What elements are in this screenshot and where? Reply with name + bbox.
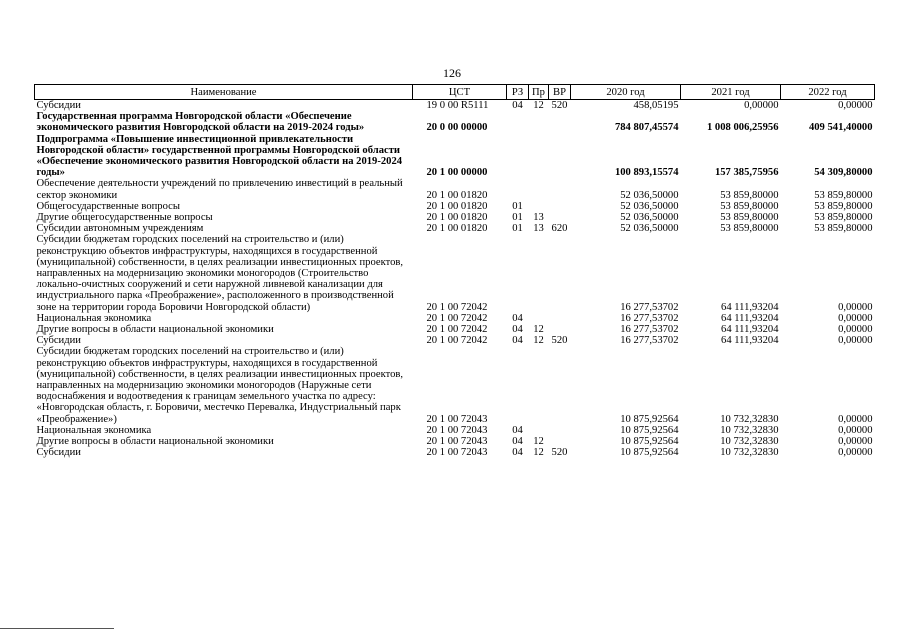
cell-cst: 20 1 00 72043 [426,436,488,448]
cell-vr [549,324,571,335]
cell-pr: 12 [533,447,544,459]
cell-y2020: 52 036,50000 [620,189,679,201]
cell-name: Другие общегосударственные вопросы [36,212,213,224]
table-row [35,346,875,424]
cell-cst: 20 1 00 01820 [426,212,488,224]
table-row [35,436,875,447]
cell-y2021: 10 732,32830 [720,424,779,436]
cell-y2022: 53 859,80000 [814,212,873,224]
cell-y2021: 1 008 006,25956 [706,122,779,134]
cell-y2020: 52 036,50000 [620,200,679,212]
cell-rz: 04 [512,335,523,347]
cell-y2021: 53 859,80000 [720,200,779,212]
cell-name: Национальная экономика [36,312,152,324]
column-header-pr: Пр [529,85,549,100]
cell-y2022: 54 309,80000 [814,167,873,179]
cell-y2022: 409 541,40000 [808,122,873,134]
table-row [35,178,875,200]
table-row [35,425,875,436]
cell-y2022: 0,00000 [838,324,873,336]
cell-pr: 12 [533,100,544,111]
table-row [35,313,875,324]
cell-y2021: 157 385,75956 [714,167,779,179]
table-header-row [35,85,875,100]
cell-y2021: 53 859,80000 [720,189,779,201]
footer-rule [0,628,114,629]
cell-y2020: 16 277,53702 [620,335,679,347]
cell-y2021: 53 859,80000 [720,223,779,235]
cell-y2022: 53 859,80000 [814,200,873,212]
cell-rz [507,346,529,424]
cell-pr [529,425,549,436]
cell-y2021: 10 732,32830 [720,447,779,459]
cell-name: Общегосударственные вопросы [36,200,180,212]
cell-y2021: 64 111,93204 [721,335,779,347]
cell-rz: 04 [512,424,523,436]
cell-pr [529,346,549,424]
cell-vr [549,212,571,223]
cell-y2020: 100 893,15574 [614,167,679,179]
cell-rz [507,178,529,200]
column-header-2020: 2020 год [571,85,681,100]
cell-vr [549,436,571,447]
cell-name: Государственная программа Новгородской области «Обеспечение экономического развития Новгородской области на 2019-2024 годы» [36,111,365,134]
cell-vr: 520 [551,100,568,111]
cell-vr: 520 [551,335,568,347]
cell-vr [549,234,571,312]
cell-pr [529,178,549,200]
cell-y2020: 16 277,53702 [620,324,679,336]
cell-cst: 19 0 00 R5111 [426,100,489,111]
cell-cst: 20 1 00 01820 [426,200,488,212]
cell-y2020: 458,05195 [633,100,679,111]
cell-name: Субсидии бюджетам городских поселений на строительство и (или) реконструкцию объектов инфраструктуры, находящихся в государственной (муниципальной) собственности, в целях реализации инвестиционных проектов, направленных на модернизацию экономики моногородов (Строительство локально-очистных сооружений и сети наружной ливневой канализации для индустриального парка «Преображение», расположенного в производственной зоне на территории города Боровичи Новгородской области) [36,234,404,313]
table-row [35,201,875,212]
cell-name: Субсидии [36,447,81,459]
cell-pr [529,313,549,324]
cell-pr [529,234,549,312]
table-row [35,335,875,346]
cell-y2021: 64 111,93204 [721,324,779,336]
cell-pr [529,201,549,212]
cell-name: Другие вопросы в области национальной экономики [36,324,274,336]
table-row [35,223,875,234]
cell-name: Субсидии [36,100,81,111]
cell-pr [529,111,549,133]
column-header-vr: ВР [549,85,571,100]
cell-vr [549,178,571,200]
table-row [35,234,875,312]
cell-y2021: 0,00000 [744,100,779,111]
cell-name: Субсидии автономным учреждениям [36,223,204,235]
cell-cst: 20 1 00 01820 [426,189,488,201]
cell-rz: 04 [512,100,523,111]
cell-y2022: 0,00000 [838,301,873,313]
cell-rz: 01 [512,200,523,212]
cell-y2022: 0,00000 [838,447,873,459]
cell-vr [549,134,571,179]
cell-y2022: 0,00000 [838,424,873,436]
page-number: 126 [443,66,461,80]
cell-y2020: 16 277,53702 [620,301,679,313]
cell-rz: 04 [512,447,523,459]
cell-cst: 20 1 00 72042 [426,312,488,324]
cell-y2020: 784 807,45574 [614,122,679,134]
column-header-cst: ЦСТ [413,85,507,100]
cell-cst: 20 1 00 00000 [426,167,488,179]
cell-y2022: 0,00000 [838,312,873,324]
cell-y2022: 53 859,80000 [814,223,873,235]
cell-vr [549,111,571,133]
cell-cst: 20 1 00 72042 [426,324,488,336]
cell-rz: 04 [512,436,523,448]
cell-cst: 20 1 00 72043 [426,424,488,436]
cell-y2021: 10 732,32830 [720,413,779,425]
cell-name: Обеспечение деятельности учреждений по привлечению инвестиций в реальный сектор экономики [36,178,403,201]
cell-pr: 13 [533,223,544,235]
cell-pr: 12 [533,436,544,448]
cell-rz: 04 [512,324,523,336]
cell-vr [549,425,571,436]
cell-rz: 01 [512,223,523,235]
cell-cst: 20 1 00 72043 [426,447,488,459]
cell-name: Субсидии [36,335,81,347]
cell-y2021: 64 111,93204 [721,312,779,324]
table-row [35,447,875,458]
cell-vr: 520 [551,447,568,459]
cell-cst: 20 1 00 72043 [426,413,488,425]
budget-table [34,84,875,459]
cell-cst: 20 1 00 01820 [426,223,488,235]
cell-cst: 20 1 00 72042 [426,301,488,313]
cell-cst: 20 1 00 72042 [426,335,488,347]
table-row [35,134,875,179]
cell-rz [507,234,529,312]
column-header-2021: 2021 год [681,85,781,100]
cell-vr [549,346,571,424]
cell-rz: 01 [512,212,523,224]
cell-y2022: 0,00000 [838,100,873,111]
cell-y2022: 53 859,80000 [814,189,873,201]
cell-name: Подпрограмма «Повышение инвестиционной привлекательности Новгородской области» государственной программы Новгородской области «Обеспечение экономического развития Новгородской области на 2019-2024 годы» [36,133,403,179]
cell-y2020: 52 036,50000 [620,223,679,235]
table-row [35,324,875,335]
cell-y2020: 10 875,92564 [620,424,679,436]
cell-vr [549,313,571,324]
cell-name: Субсидии бюджетам городских поселений на строительство и (или) реконструкцию объектов инфраструктуры, находящихся в государственной (муниципальной) собственности, в целях реализации инвестиционных проектов, направленных на модернизацию экономики моногородов (Наружные сети водоснабжения и водоотведения к границам земельного участка по адресу: «Новгородская область, г. Боровичи, местечко Перевалка, Индустриальный парк «Преображение») [36,346,404,425]
cell-y2020: 16 277,53702 [620,312,679,324]
cell-y2020: 10 875,92564 [620,436,679,448]
cell-name: Национальная экономика [36,424,152,436]
cell-rz: 04 [512,312,523,324]
table-row [35,212,875,223]
cell-name: Другие вопросы в области национальной экономики [36,436,274,448]
cell-y2020: 10 875,92564 [620,447,679,459]
cell-vr: 620 [551,223,568,235]
cell-y2021: 64 111,93204 [721,301,779,313]
column-header-name: Наименование [35,85,413,100]
cell-pr: 12 [533,335,544,347]
cell-y2020: 52 036,50000 [620,212,679,224]
cell-cst: 20 0 00 00000 [426,122,488,134]
cell-rz [507,111,529,133]
cell-y2020: 10 875,92564 [620,413,679,425]
table-row [35,111,875,133]
cell-y2022: 0,00000 [838,436,873,448]
column-header-2022: 2022 год [781,85,875,100]
cell-vr [549,201,571,212]
cell-y2022: 0,00000 [838,413,873,425]
cell-pr [529,134,549,179]
cell-rz [507,134,529,179]
cell-y2021: 53 859,80000 [720,212,779,224]
cell-pr: 13 [533,212,544,224]
cell-y2021: 10 732,32830 [720,436,779,448]
cell-y2022: 0,00000 [838,335,873,347]
column-header-rz: РЗ [507,85,529,100]
table-row [35,100,875,112]
cell-pr: 12 [533,324,544,336]
